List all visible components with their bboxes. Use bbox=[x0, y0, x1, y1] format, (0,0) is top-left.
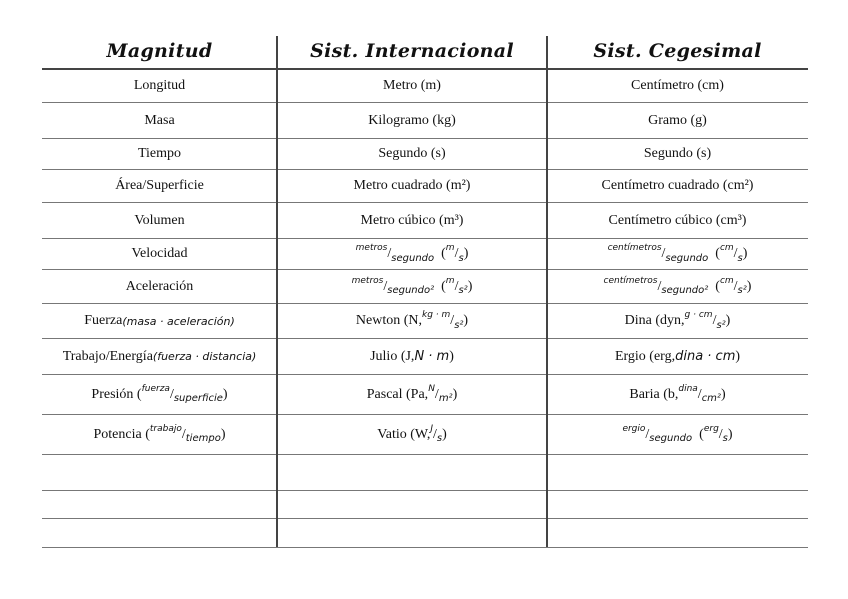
cell-text: / bbox=[645, 426, 650, 442]
cell-text: s² bbox=[716, 319, 726, 331]
magnitud-cell bbox=[42, 239, 277, 269]
cgs-unit-cell bbox=[547, 304, 808, 338]
magnitud-cell bbox=[42, 415, 277, 454]
cgs-unit-cell bbox=[547, 339, 808, 374]
cell-text: cm bbox=[719, 243, 734, 253]
cgs-unit-cell bbox=[547, 415, 808, 454]
cell-text: Longitud bbox=[133, 78, 186, 93]
cell-text: Baria (b, bbox=[629, 386, 679, 402]
cell-text: s bbox=[737, 252, 743, 264]
magnitud-cell bbox=[42, 519, 277, 547]
cgs-unit-cell bbox=[547, 491, 808, 518]
cell-text: centímetros bbox=[603, 275, 658, 286]
cell-text: Presión ( bbox=[91, 386, 142, 402]
si-unit-cell bbox=[277, 239, 547, 269]
si-unit-cell bbox=[277, 304, 547, 338]
cell-text: / bbox=[657, 278, 662, 294]
cell-text: s² bbox=[458, 285, 468, 296]
cell-text: cm bbox=[719, 275, 734, 286]
cell-text: trabajo bbox=[149, 423, 182, 434]
cell-text: ergio bbox=[622, 423, 646, 434]
cell-text: segundo bbox=[665, 252, 709, 264]
cell-text: g · cm bbox=[684, 310, 713, 320]
table-row bbox=[42, 170, 808, 203]
cell-text: / bbox=[434, 386, 439, 402]
cell-text: Gramo (g) bbox=[648, 112, 707, 128]
cell-text: (masa · aceleración) bbox=[122, 314, 235, 328]
cell-text: segundo bbox=[391, 252, 435, 264]
si-unit-cell bbox=[277, 203, 547, 238]
cell-text: ) bbox=[222, 386, 228, 402]
cell-text: kg · m bbox=[422, 310, 451, 320]
cell-text: Segundo (s) bbox=[378, 146, 446, 161]
cell-text: s² bbox=[737, 285, 747, 296]
cell-text: centímetros bbox=[607, 243, 662, 253]
si-unit-cell bbox=[277, 375, 547, 414]
cell-text: ( bbox=[692, 426, 704, 442]
table-row bbox=[42, 103, 808, 139]
cell-text: segundo² bbox=[661, 285, 709, 296]
cell-text: Julio (J, bbox=[370, 348, 415, 364]
cell-text: Trabajo/Energía bbox=[62, 348, 153, 364]
cell-text: dina bbox=[678, 383, 698, 394]
table-row bbox=[42, 304, 808, 339]
cell-text: ) bbox=[452, 386, 458, 402]
table-row bbox=[42, 203, 808, 239]
cell-text: / bbox=[454, 278, 459, 294]
cell-text: ) bbox=[746, 278, 752, 294]
cgs-unit-cell bbox=[547, 239, 808, 269]
cell-text: cm² bbox=[701, 393, 721, 404]
cell-text: Segundo (s) bbox=[643, 146, 712, 161]
cell-text: segundo bbox=[649, 433, 693, 444]
cell-text: / bbox=[733, 246, 738, 261]
cgs-unit-cell bbox=[547, 70, 808, 102]
magnitud-cell bbox=[42, 103, 277, 138]
header-si: Sist. Internacional bbox=[310, 40, 514, 62]
cell-text: segundo² bbox=[387, 285, 435, 296]
cell-text: s bbox=[436, 433, 443, 444]
cell-text: ( bbox=[708, 278, 720, 294]
cgs-unit-cell bbox=[547, 203, 808, 238]
cgs-unit-cell bbox=[547, 519, 808, 547]
magnitud-cell bbox=[42, 375, 277, 414]
magnitud-cell bbox=[42, 304, 277, 338]
cell-text: ) bbox=[720, 386, 726, 402]
column-divider bbox=[276, 36, 278, 547]
cgs-unit-cell bbox=[547, 455, 808, 490]
table-header bbox=[42, 36, 808, 70]
cell-text: Metro cuadrado (m²) bbox=[353, 178, 471, 193]
magnitud-cell bbox=[42, 339, 277, 374]
cell-text: ( bbox=[434, 278, 446, 294]
cell-text: Dina (dyn, bbox=[624, 313, 685, 328]
si-unit-cell bbox=[277, 70, 547, 102]
cell-text: Volumen bbox=[134, 212, 185, 228]
si-unit-cell bbox=[277, 415, 547, 454]
si-unit-cell bbox=[277, 339, 547, 374]
cell-text: Metro (m) bbox=[383, 78, 441, 93]
cell-text: Kilogramo (kg) bbox=[368, 112, 456, 128]
header-magnitud: Magnitud bbox=[106, 40, 213, 62]
si-unit-cell bbox=[277, 519, 547, 547]
cgs-unit-cell bbox=[547, 375, 808, 414]
cell-text: ) bbox=[725, 313, 731, 328]
cgs-unit-cell bbox=[547, 103, 808, 138]
column-divider bbox=[546, 36, 548, 547]
cell-text: / bbox=[383, 278, 388, 294]
si-unit-cell bbox=[277, 103, 547, 138]
cell-text: Centímetro cuadrado (cm²) bbox=[601, 178, 754, 193]
magnitud-cell bbox=[42, 455, 277, 490]
cgs-unit-cell bbox=[547, 270, 808, 303]
cell-text: Centímetro (cm) bbox=[631, 78, 724, 93]
cell-text: Aceleración bbox=[125, 278, 194, 294]
cell-text: / bbox=[733, 278, 738, 294]
cell-text: s bbox=[458, 252, 464, 264]
si-unit-cell bbox=[277, 270, 547, 303]
cell-text: ) bbox=[463, 313, 469, 328]
si-unit-cell bbox=[277, 455, 547, 490]
magnitud-cell bbox=[42, 139, 277, 169]
cell-text: / bbox=[387, 246, 392, 261]
cell-text: / bbox=[181, 426, 186, 442]
cell-text: Velocidad bbox=[131, 246, 188, 261]
header-cgs: Sist. Cegesimal bbox=[593, 40, 762, 62]
table-row bbox=[42, 519, 808, 548]
table-row bbox=[42, 270, 808, 304]
magnitud-cell bbox=[42, 270, 277, 303]
cell-text: Vatio (W, bbox=[377, 426, 431, 442]
cell-text: / bbox=[450, 313, 455, 328]
cell-text: ) bbox=[467, 278, 473, 294]
table-row bbox=[42, 491, 808, 519]
cell-text: ) bbox=[735, 348, 741, 364]
cell-text: Tiempo bbox=[137, 146, 182, 161]
cell-text: fuerza bbox=[141, 383, 170, 394]
table-body bbox=[42, 70, 808, 548]
table-row bbox=[42, 339, 808, 375]
cell-text: Masa bbox=[144, 112, 175, 128]
cgs-unit-cell bbox=[547, 139, 808, 169]
cell-text: / bbox=[712, 313, 717, 328]
cell-text: m bbox=[445, 243, 455, 253]
cell-text: metros bbox=[351, 275, 384, 286]
cell-text: ) bbox=[220, 426, 226, 442]
cell-text: / bbox=[169, 386, 174, 402]
cell-text: m² bbox=[438, 393, 453, 404]
cell-text: Centímetro cúbico (cm³) bbox=[608, 212, 747, 228]
cell-text: tiempo bbox=[185, 433, 221, 444]
magnitud-cell bbox=[42, 491, 277, 518]
cell-text: ) bbox=[463, 246, 469, 261]
cell-text: Metro cúbico (m³) bbox=[360, 212, 464, 228]
table-row bbox=[42, 70, 808, 103]
cell-text: / bbox=[697, 386, 702, 402]
cell-text: / bbox=[661, 246, 666, 261]
cell-text: metros bbox=[355, 243, 388, 253]
cell-text: Fuerza bbox=[84, 313, 123, 328]
si-unit-cell bbox=[277, 170, 547, 202]
cell-text: ) bbox=[449, 348, 454, 364]
cell-text: Área/Superficie bbox=[115, 178, 204, 193]
cell-text: / bbox=[454, 246, 459, 261]
cell-text: N · m bbox=[414, 349, 450, 364]
table-row bbox=[42, 239, 808, 270]
cell-text: m bbox=[445, 275, 455, 286]
magnitud-cell bbox=[42, 170, 277, 202]
cell-text: erg bbox=[703, 423, 719, 434]
si-unit-cell bbox=[277, 139, 547, 169]
cell-text: ) bbox=[727, 426, 733, 442]
table-row bbox=[42, 455, 808, 491]
si-unit-cell bbox=[277, 491, 547, 518]
cell-text: dina · cm bbox=[675, 349, 736, 364]
units-table bbox=[42, 36, 808, 548]
cell-text: (fuerza · distancia) bbox=[152, 350, 257, 363]
cgs-unit-cell bbox=[547, 170, 808, 202]
cell-text: superficie bbox=[173, 393, 223, 404]
magnitud-cell bbox=[42, 203, 277, 238]
cell-text: J bbox=[430, 423, 434, 434]
cell-text: ) bbox=[742, 246, 748, 261]
cell-text: N bbox=[428, 383, 435, 394]
magnitud-cell bbox=[42, 70, 277, 102]
table-row bbox=[42, 139, 808, 170]
cell-text: Pascal (Pa, bbox=[366, 386, 429, 402]
cell-text: s² bbox=[454, 319, 464, 331]
cell-text: / bbox=[718, 426, 723, 442]
cell-text: Newton (N, bbox=[355, 313, 423, 328]
cell-text: ( bbox=[434, 246, 446, 261]
cell-text: Potencia ( bbox=[93, 426, 150, 442]
cell-text: ) bbox=[442, 426, 447, 442]
table-row bbox=[42, 415, 808, 455]
cell-text: ( bbox=[708, 246, 720, 261]
cell-text: Ergio (erg, bbox=[614, 348, 676, 364]
cell-text: / bbox=[433, 426, 437, 442]
cell-text: s bbox=[722, 433, 728, 444]
table-row bbox=[42, 375, 808, 415]
